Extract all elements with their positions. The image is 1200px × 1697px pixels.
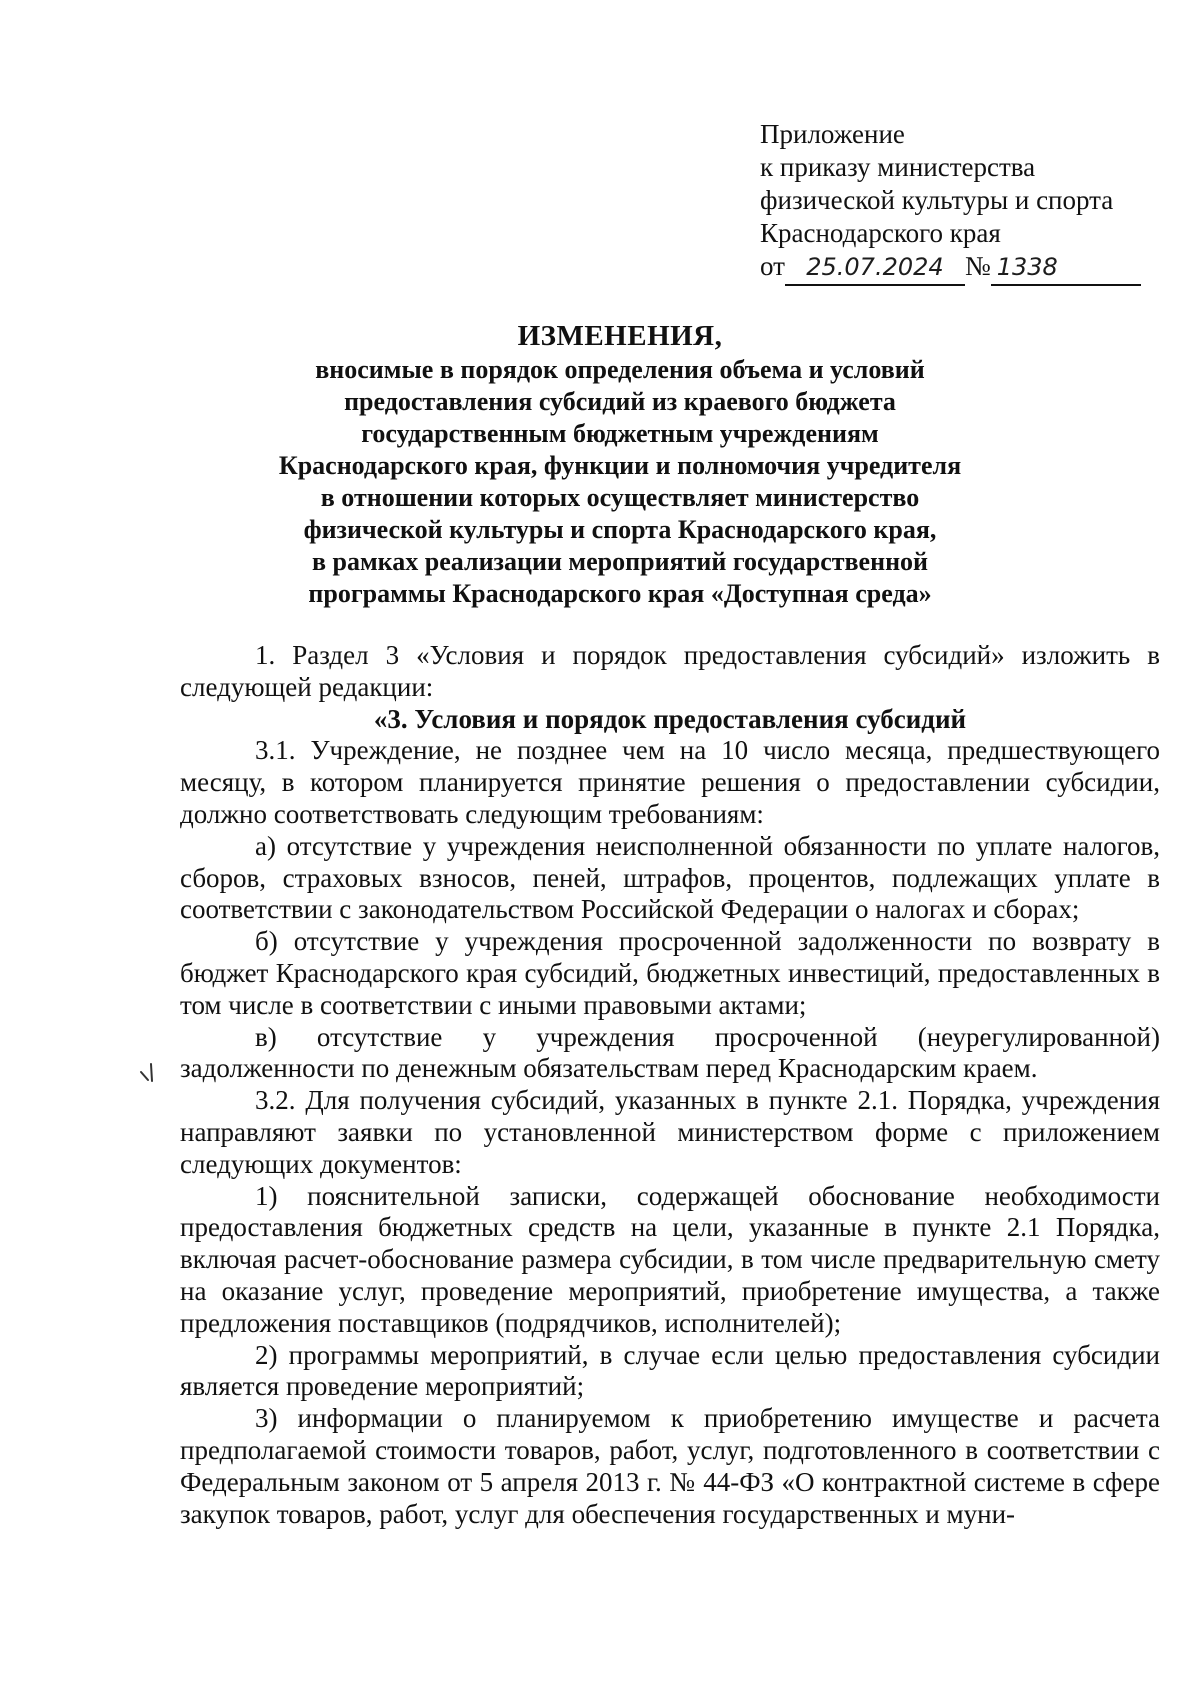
- appendix-line: Приложение: [760, 119, 905, 149]
- title-subtitle-line: предоставления субсидий из краевого бюджета: [344, 387, 896, 416]
- appendix-line: физической культуры и спорта: [760, 185, 1114, 215]
- paragraph: 1) пояснительной записки, содержащей обоснование необходимости предоставления бюджетных средств на цели, указанные в пункте 2.1 Порядка, включая расчет-обоснование размера субсидии, в том числе предварительную смету на оказание услуг, проведение мероприятий, приобретение имущества, а также предложения поставщиков (подрядчиков, исполнителей);: [180, 1180, 1160, 1338]
- paragraph: а) отсутствие у учреждения неисполненной обязанности по уплате налогов, сборов, страховых взносов, пеней, штрафов, процентов, подлежащих уплате в соответствии с законодательством Российской Федерации о налогах и сборах;: [180, 830, 1160, 925]
- title-subtitle-line: вносимые в порядок определения объема и условий: [315, 355, 925, 384]
- paragraph: 3.1. Учреждение, не позднее чем на 10 число месяца, предшествующего месяцу, в котором планируется принятие решения о предоставлении субсидии, должно соответствовать следующим требованиям:: [180, 735, 1160, 829]
- document-body: [180, 640, 1160, 1530]
- paragraph: 3.2. Для получения субсидий, указанных в пункте 2.1. Порядка, учреждения направляют заявки по установленной министерством форме с приложением следующих документов:: [180, 1085, 1160, 1179]
- paragraph: в) отсутствие у учреждения просроченной (неурегулированной) задолженности по денежным обязательствам перед Краснодарским краем.: [180, 1021, 1160, 1084]
- paragraph: 1. Раздел 3 «Условия и порядок предоставления субсидий» изложить в следующей редакции:: [180, 640, 1160, 702]
- title-subtitle-line: Краснодарского края, функции и полномочия учредителя: [278, 451, 962, 480]
- title-subtitle-line: в отношении которых осуществляет министерство: [320, 483, 920, 512]
- date-prefix: от: [760, 251, 785, 281]
- handwritten-check-mark-icon: [138, 1060, 164, 1086]
- title-subtitle-line: программы Краснодарского края «Доступная среда»: [308, 579, 932, 608]
- paragraph: б) отсутствие у учреждения просроченной задолженности по возврату в бюджет Краснодарского края субсидий, бюджетных инвестиций, предоставленных в том числе в соответствии с иными правовыми актами;: [180, 926, 1160, 1020]
- order-date: 25.07.2024: [785, 251, 965, 286]
- title-subtitle-line: физической культуры и спорта Краснодарского края,: [303, 515, 937, 544]
- appendix-line: Краснодарского края: [760, 218, 1001, 248]
- order-number: 1338: [991, 251, 1141, 286]
- document-title: [250, 318, 990, 610]
- title-heading: ИЗМЕНЕНИЯ,: [517, 320, 723, 352]
- title-subtitle-line: в рамках реализации мероприятий государственной: [311, 547, 929, 576]
- paragraph: 2) программы мероприятий, в случае если целью предоставления субсидии является проведение мероприятий;: [180, 1339, 1160, 1402]
- appendix-line: к приказу министерства: [760, 152, 1036, 182]
- title-subtitle-line: государственным бюджетным учреждениям: [361, 419, 879, 448]
- appendix-block: [760, 118, 1160, 286]
- order-date-line: [760, 250, 1160, 286]
- paragraph: 3) информации о планируемом к приобретению имуществе и расчета предполагаемой стоимости товаров, работ, услуг, подготовленного в соответствии с Федеральным законом от 5 апреля 2013 г. № 44-ФЗ «О контрактной системе в сфере закупок товаров, работ, услуг для обеспечения государственных и муни-: [180, 1403, 1160, 1529]
- number-prefix: №: [964, 251, 991, 281]
- section-heading: «3. Условия и порядок предоставления субсидий: [373, 703, 967, 734]
